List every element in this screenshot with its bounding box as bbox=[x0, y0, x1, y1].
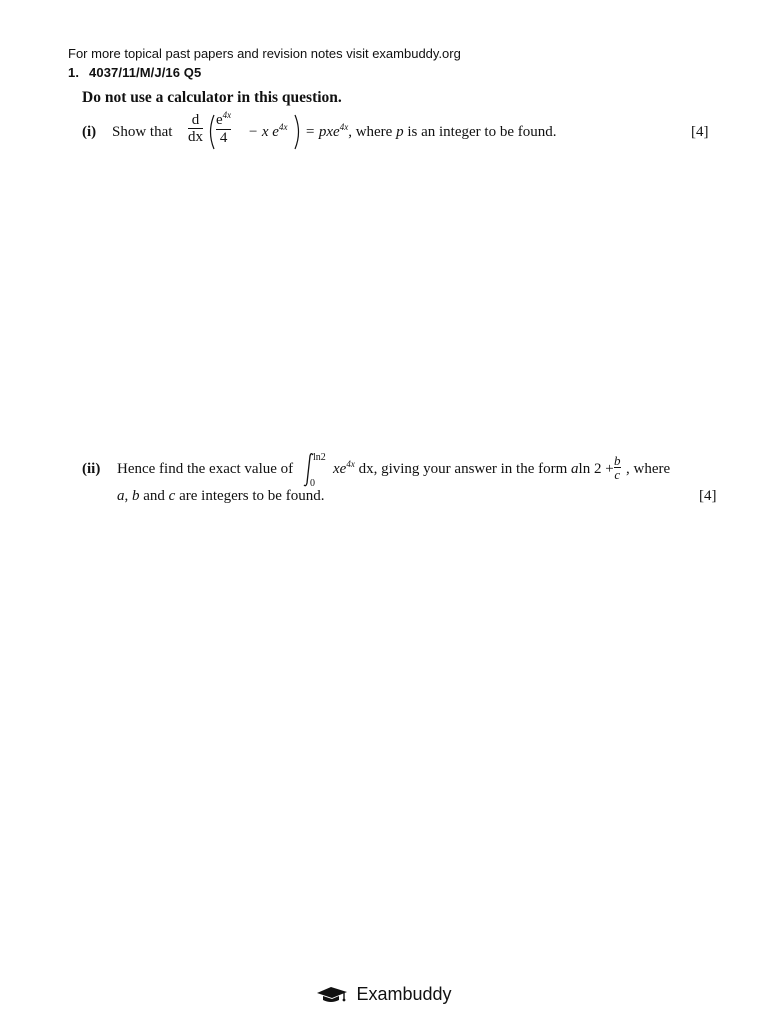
exponent-4x: 4x bbox=[222, 110, 232, 120]
variable-a: a bbox=[571, 461, 579, 477]
tail-where: , where bbox=[348, 124, 397, 140]
part-ii-lead: Hence find the exact value of bbox=[117, 461, 294, 477]
exponent-4x-3: 4x bbox=[339, 122, 349, 132]
ln2-plus: ln 2 + bbox=[578, 461, 614, 477]
part-i bbox=[82, 112, 722, 156]
denominator-4: 4 bbox=[219, 130, 228, 146]
integrand-exponent: 4x bbox=[346, 459, 355, 469]
denominator-c: c bbox=[614, 467, 621, 482]
graduation-cap-icon bbox=[316, 986, 348, 1004]
upper-limit: ln2 bbox=[313, 452, 326, 463]
e-base: e bbox=[216, 112, 223, 128]
part-ii-marks: [4] bbox=[699, 488, 717, 504]
integrand-xe: xe bbox=[333, 461, 347, 477]
derivative-dx: dx bbox=[188, 129, 203, 145]
part-i-label: (i) bbox=[82, 124, 97, 140]
variable-p: p bbox=[396, 124, 404, 140]
footer-brand bbox=[0, 984, 768, 1005]
brand-name: Exambuddy bbox=[356, 984, 452, 1004]
part-i-marks: [4] bbox=[691, 124, 709, 140]
part-ii bbox=[82, 452, 722, 512]
equals-pxe: = pxe bbox=[305, 124, 340, 140]
part-i-lead: Show that bbox=[112, 124, 173, 140]
left-paren-icon bbox=[206, 114, 216, 150]
numerator-b: b bbox=[614, 453, 621, 468]
derivative-operator bbox=[188, 112, 203, 145]
minus-x-e: − x e bbox=[248, 124, 279, 140]
integrand-dx: dx bbox=[358, 461, 374, 477]
question-reference bbox=[68, 65, 201, 80]
derivative-d: d bbox=[191, 112, 200, 128]
fraction-e4x-over-4 bbox=[216, 112, 231, 146]
tail-integer: is an integer to be found. bbox=[403, 124, 557, 140]
part-ii-label: (ii) bbox=[82, 461, 101, 477]
line2-text: are integers to be found. bbox=[175, 488, 325, 504]
where-text: , where bbox=[626, 461, 671, 477]
instruction: Do not use a calculator in this question. bbox=[82, 89, 342, 106]
fraction-b-over-c bbox=[614, 454, 621, 481]
line2-b: b bbox=[132, 488, 140, 504]
question-code: 4037/11/M/J/16 Q5 bbox=[89, 65, 202, 80]
integrand bbox=[333, 461, 614, 478]
line2-c: c bbox=[168, 488, 176, 504]
part-ii-line2: a, b and c are integers to be found. bbox=[117, 488, 325, 504]
top-note: For more topical past papers and revision notes visit exambuddy.org bbox=[68, 46, 461, 61]
lower-limit: 0 bbox=[310, 478, 315, 489]
right-paren-icon bbox=[293, 114, 303, 150]
form-text: , giving your answer in the form bbox=[373, 461, 572, 477]
question-number: 1. bbox=[68, 65, 80, 80]
line2-a: a bbox=[117, 488, 125, 504]
part-i-result bbox=[305, 124, 556, 141]
exponent-4x-2: 4x bbox=[278, 122, 288, 132]
